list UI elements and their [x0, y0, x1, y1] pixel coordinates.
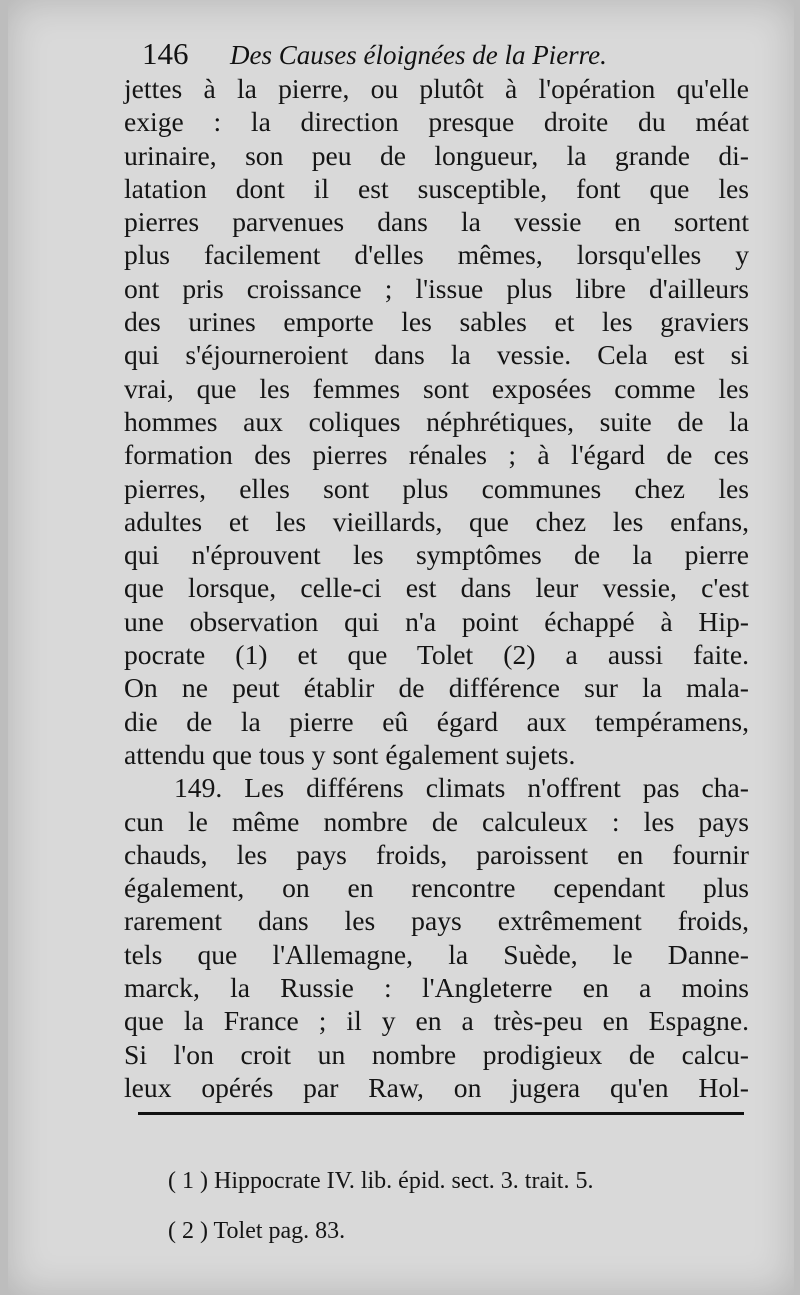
text-line: latation dont il est susceptible, font que les [124, 172, 749, 204]
page-number: 146 [142, 36, 189, 71]
text-line: hommes aux coliques néphrétiques, suite de la [124, 405, 749, 437]
footnotes [168, 1156, 728, 1256]
text-line: marck, la Russie : l'Angleterre en a moins [124, 972, 749, 1004]
text-line: pierres, elles sont plus communes chez les [124, 472, 749, 504]
text-line: Si l'on croit un nombre prodigieux de calcu- [124, 1038, 749, 1070]
body-text [124, 72, 749, 1104]
text-line: ont pris croissance ; l'issue plus libre d'ailleurs [124, 272, 749, 304]
page-header [132, 36, 762, 76]
footnote-rule [138, 1112, 744, 1115]
text-line: die de la pierre eû égard aux tempéramens, [124, 705, 749, 737]
text-line: leux opérés par Raw, on jugera qu'en Hol- [124, 1071, 749, 1103]
text-line: des urines emporte les sables et les graviers [124, 306, 749, 338]
text-line: qui s'éjourneroient dans la vessie. Cela est si [124, 339, 749, 371]
text-line: pocrate (1) et que Tolet (2) a aussi faite. [124, 639, 749, 671]
text-line: que lorsque, celle-ci est dans leur vessie, c'est [124, 572, 749, 604]
footnote-2: ( 2 ) Tolet pag. 83. [168, 1218, 346, 1244]
text-line: attendu que tous y sont également sujets. [124, 738, 576, 770]
text-line: pierres parvenues dans la vessie en sortent [124, 206, 749, 238]
text-line: 149. Les différens climats n'offrent pas cha- [174, 772, 749, 804]
text-line: plus facilement d'elles mêmes, lorsqu'elles y [124, 239, 749, 271]
text-line: une observation qui n'a point échappé à Hip- [124, 605, 749, 637]
footnote-1: ( 1 ) Hippocrate IV. lib. épid. sect. 3. trait. 5. [168, 1168, 594, 1194]
text-line: que la France ; il y en a très-peu en Espagne. [124, 1005, 749, 1037]
text-line: On ne peut établir de différence sur la mala- [124, 672, 749, 704]
text-line: qui n'éprouvent les symptômes de la pierre [124, 539, 749, 571]
text-line: rarement dans les pays extrêmement froids, [124, 905, 749, 937]
text-line: exige : la direction presque droite du méat [124, 106, 749, 138]
text-line: formation des pierres rénales ; à l'égard de ces [124, 439, 749, 471]
text-line: vrai, que les femmes sont exposées comme les [124, 372, 749, 404]
text-line: adultes et les vieillards, que chez les enfans, [124, 505, 749, 537]
text-line: urinaire, son peu de longueur, la grande di- [124, 139, 749, 171]
text-line: cun le même nombre de calculeux : les pays [124, 805, 749, 837]
text-line: chauds, les pays froids, paroissent en fournir [124, 838, 749, 870]
text-line: également, on en rencontre cependant plus [124, 872, 749, 904]
text-line: jettes à la pierre, ou plutôt à l'opération qu'elle [124, 73, 749, 104]
text-line: tels que l'Allemagne, la Suède, le Danne- [124, 938, 749, 970]
running-head: Des Causes éloignées de la Pierre. [230, 40, 607, 70]
